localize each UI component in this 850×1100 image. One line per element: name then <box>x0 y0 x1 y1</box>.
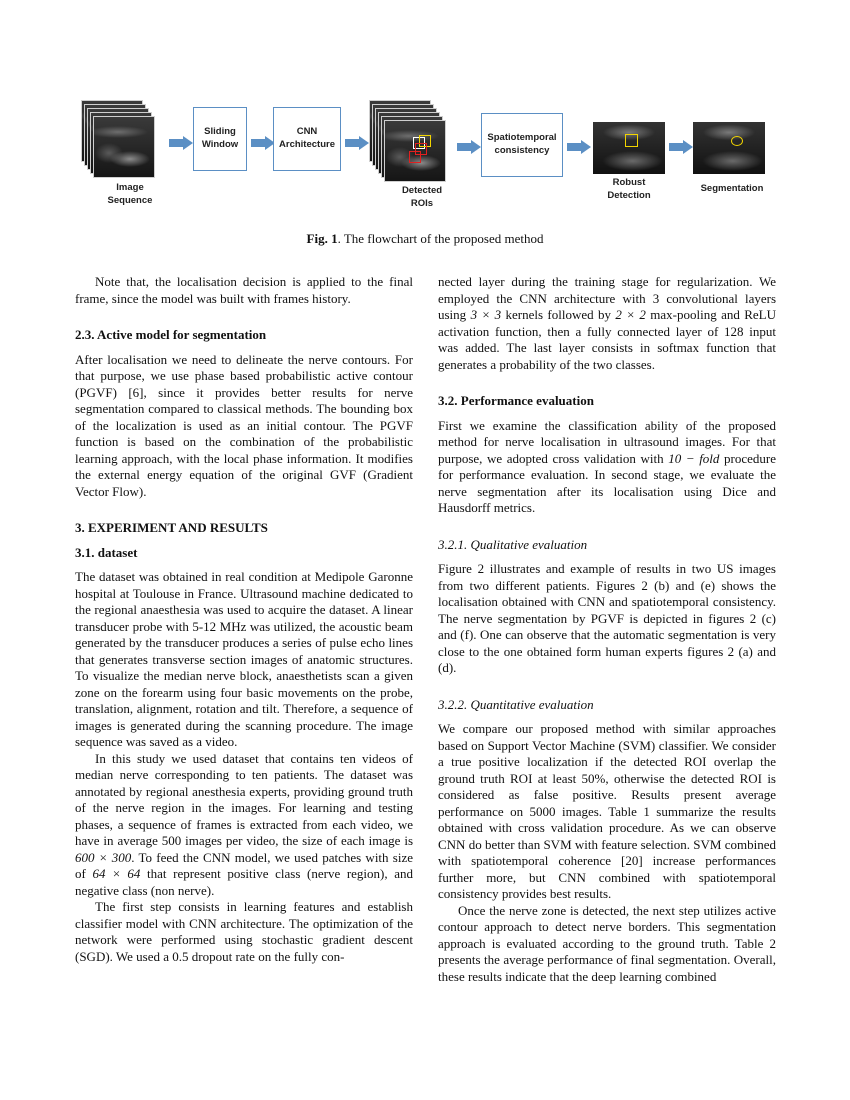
arrow-2-icon <box>251 136 275 150</box>
right-column <box>438 274 776 985</box>
image-sequence-stack <box>81 100 161 180</box>
heading-3-1: 3.1. dataset <box>75 544 138 560</box>
robust-detection-image <box>593 122 665 174</box>
label-robust-detection: Robust Detection <box>607 177 651 201</box>
detected-rois-stack <box>369 100 454 188</box>
paragraph-3-1a: The dataset was obtained in real condition at Medipole Garonne hospital at Toulouse in France. Ultrasound machine dedicated to the regional anaesthesia was used to acquire the dataset. A linear transducer probe with 5-12 MHz was utilized, the acoustic beam generated by the transducer produces a series of pulse echo lines that generates transverse section images of anatomic structures. To visualize the median nerve block, anaesthetists scan a given zone on the forearm using four basic movements on the probe, translation, alignment, rotation and tilt. Therefore, a sequence of images is generated during the scanning procedure. The image sequence was saved as a video. <box>75 569 413 749</box>
roi-red-box-2 <box>409 151 421 163</box>
paragraph-3-2-2a: We compare our proposed method with similar approaches based on Support Vector Machine (SVM) classifier. We consider a true positive localization if the detected ROI overlap the ground truth ROI at least 50%, otherwise the detected ROI is considered as false positive. Results present average performance on 5000 images. Table 1 summarize the results obtained with cross validation procedure. As we can observe CNN do better than SVM with feature selection. SVM combined with spatiotemporal coherence [20] increase performances further more, but CNN combined with spatiotemporal consistency provides best results. <box>438 721 776 901</box>
heading-3: 3. EXPERIMENT AND RESULTS <box>75 520 268 535</box>
paragraph-2-3: After localisation we need to delineate the nerve contours. For that purpose, we use phase based probabilistic active contour (PGVF) [6], since it provides better results for nerve segmentation compared to classical methods. The bounding box of the localization is used as an initial contour. The PGVF function is based on the combination of the probabilistic learning approach, with the local phase information. It modifies the external energy equation of the original GVF (Gradient Vector Flow). <box>75 351 413 499</box>
arrow-1-icon <box>169 136 193 150</box>
paragraph-3-2-1: Figure 2 illustrates and example of results in two US images from two different patients. Figures 2 (b) and (e) shows the localisation obtained with CNN and spatiotemporal consistency. The nerve segmentation by PGVF is depicted in figures 2 (c) and (f). One can observe that the automatic segmentation is very close to the one obtained form human experts figures 2 (a) and (d). <box>438 561 776 675</box>
arrow-3-icon <box>345 136 369 150</box>
arrow-5-icon <box>567 140 591 154</box>
arrow-4-icon <box>457 140 481 154</box>
heading-3-2: 3.2. Performance evaluation <box>438 393 594 408</box>
paragraph-3-2-2b: Once the nerve zone is detected, the next step utilizes active contour approach to detect nerve borders. This segmentation approach is evaluated according to the ground truth. Table 2 presents the average performance of final segmentation. Overall, these results indicate that the deep learning combined <box>438 902 776 984</box>
label-segmentation: Segmentation <box>700 183 764 194</box>
heading-3-2-1: 3.2.1. Qualitative evaluation <box>438 536 588 552</box>
heading-3-2-2: 3.2.2. Quantitative evaluation <box>438 696 594 712</box>
paragraph-3-2: First we examine the classification ability of the proposed method for nerve localisation in ultrasound images. For that purpose, we adopted cross validation with 10 − fold procedure for performance evaluation. In second stage, we evaluate the nerve segmentation after its localisation using Dice and Hausdorff metrics. <box>438 417 776 515</box>
figure-caption-text: . The flowchart of the proposed method <box>337 231 544 246</box>
flowchart-figure <box>75 92 775 222</box>
segmentation-image <box>693 122 765 174</box>
segmentation-contour <box>731 136 743 146</box>
left-column <box>75 274 413 965</box>
paragraph-intro: Note that, the localisation decision is applied to the final frame, since the model was built with frames history. <box>75 274 413 306</box>
cnn-architecture-box: CNN Architecture <box>273 107 341 171</box>
detection-yellow-box <box>625 134 638 147</box>
sliding-window-box: Sliding Window <box>193 107 247 171</box>
heading-2-3: 2.3. Active model for segmentation <box>75 327 267 342</box>
paragraph-continued: nected layer during the training stage for regularization. We employed the CNN architecture with 3 convolutional layers using 3 × 3 kernels followed by 2 × 2 max-pooling and ReLU activation function, then a fully connected layer of 128 input was added. The last layer consists in softmax function that generates a probability of the two classes. <box>438 274 776 372</box>
label-detected-rois: Detected ROIs <box>401 185 443 209</box>
spatiotemporal-box: Spatiotemporal consistency <box>481 113 563 177</box>
figure-caption <box>0 231 850 247</box>
paragraph-3-1c: The first step consists in learning features and establish classifier model with CNN architecture. The optimization of the network were performed using stochastic gradient descent (SGD). We used a 0.5 dropout rate on the fully con- <box>75 899 413 964</box>
paragraph-3-1b: In this study we used dataset that contains ten videos of median nerve corresponding to ten patients. The dataset was annotated by regional anesthesia experts, providing ground truth of the nerve region in the images. For learning and testing phases, a sequence of frames is extracted from each video, we have in average 500 images per video, the size of each image is 600 × 300. To feed the CNN model, we used patches with size of 64 × 64 that represent positive class (nerve region), and negative class (non nerve). <box>75 750 413 898</box>
label-image-sequence: Image Sequence <box>107 182 153 206</box>
figure-caption-label: Fig. 1 <box>306 231 338 246</box>
arrow-6-icon <box>669 140 693 154</box>
